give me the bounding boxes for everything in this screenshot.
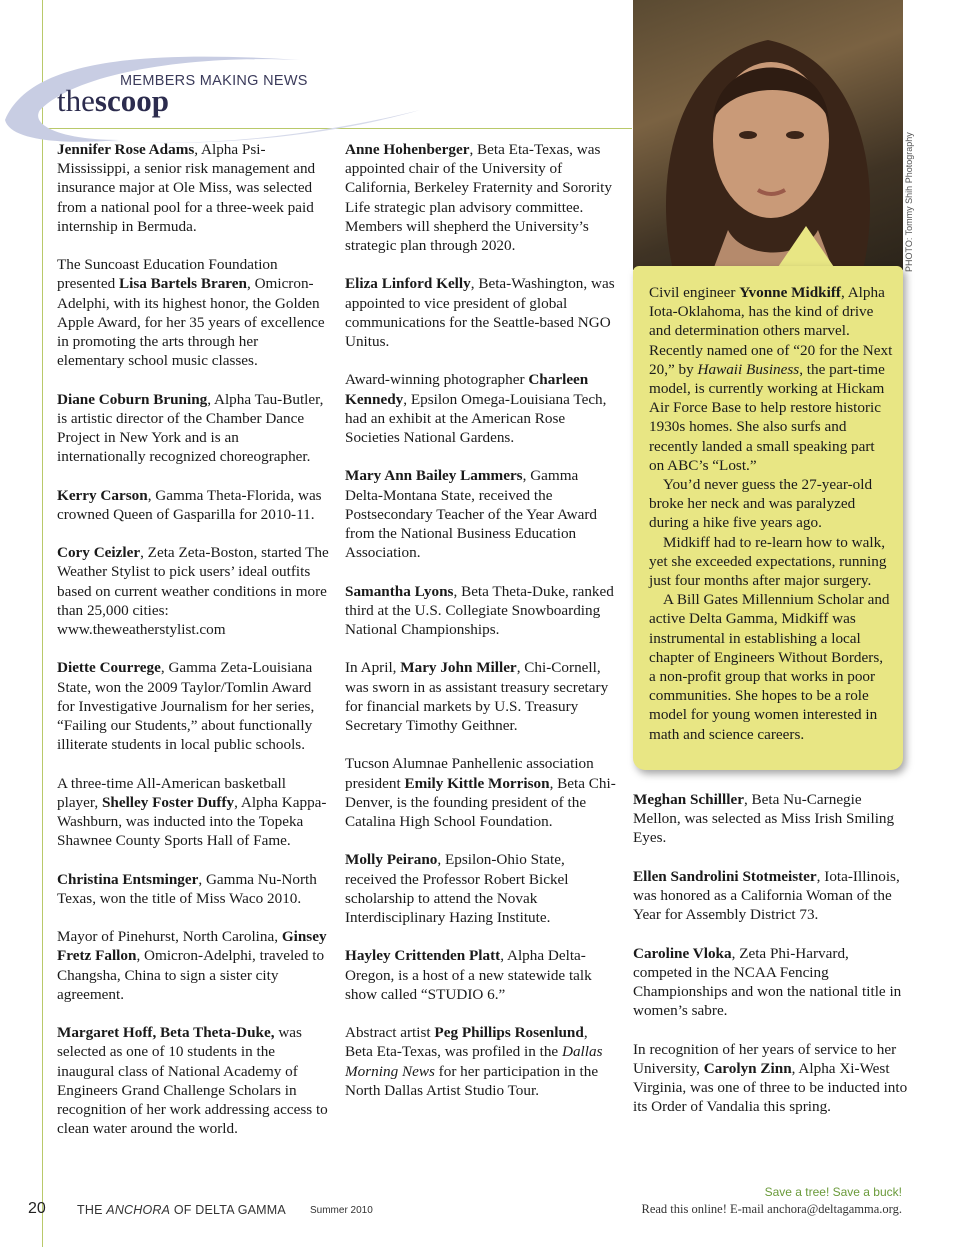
news-item: Diane Coburn Bruning, Alpha Tau-Butler, is artistic director of the Chamber Dance Project in New York and is an internationally recognized choreographer. (57, 390, 324, 466)
news-item: Mary Ann Bailey Lammers, Gamma Delta-Montana State, received the Postsecondary Teacher of the Year Award from the National Business Education Association. (345, 467, 597, 562)
news-item: Jennifer Rose Adams, Alpha Psi-Mississippi, a senior risk management and insurance major at Ole Miss, was selected from a national pool for a three-week paid internship in Bermuda. (57, 141, 316, 235)
photo-credit: PHOTO: Tommy Shih Photography (904, 132, 914, 272)
left-rule (42, 0, 43, 1247)
page-title: thescoop (57, 83, 169, 118)
portrait-image (633, 0, 903, 270)
news-item: Ellen Sandrolini Stotmeister, Iota-Illinois, was honored as a California Woman of the Year for Assembly District 73. (633, 867, 900, 924)
news-item: Margaret Hoff, Beta Theta-Duke, was selected as one of 10 students in the inaugural class of National Academy of Engineers Grand Challenge Scholars in recognition of her work addressing access to clean water around the world. (57, 1024, 328, 1138)
page-number: 20 (28, 1200, 46, 1217)
news-item: Mayor of Pinehurst, North Carolina, Ginsey Fretz Fallon, Omicron-Adelphi, traveled to Changsha, China to sign a sister city agreement. (57, 928, 327, 1003)
issue-date: Summer 2010 (310, 1205, 373, 1216)
news-item: Hayley Crittenden Platt, Alpha Delta-Oregon, is a host of a new statewide talk show called “STUDIO 6.” (345, 947, 592, 1003)
news-column-3 (633, 790, 908, 1136)
news-item: Tucson Alumnae Panhellenic association president Emily Kittle Morrison, Beta Chi-Denver, is the founding president of the Catalina High School Foundation. (345, 755, 616, 831)
publication-name: THE ANCHORA OF DELTA GAMMA (77, 1203, 286, 1217)
news-item: A three-time All-American basketball player, Shelley Foster Duffy, Alpha Kappa-Washburn, was inducted into the Topeka Shawnee County Sports Hall of Fame. (57, 774, 327, 850)
bubble-pointer (776, 226, 836, 270)
news-item: In April, Mary John Miller, Chi-Cornell, was sworn in as assistant treasury secretary for financial markets by U.S. Treasury Secretary Timothy Geithner. (345, 659, 609, 735)
profile-photo (633, 0, 903, 270)
news-column-2 (345, 140, 617, 1119)
feature-callout (633, 266, 903, 770)
feature-text: Civil engineer Yvonne Midkiff, Alpha Iota-Oklahoma, has the kind of drive and determination others marvel. Recently named one of “20 for the Next 20,” by Hawaii Business, the part-time model, is currently working at Hickam Air Force Base to help restore historic 1930s homes. She also surfs and recently landed a small speaking part on ABC’s “Lost.” You’d never guess the 27-year-old broke her neck and was paralyzed during a hike five years ago. Midkiff had to re-learn how to walk, yet she exceeded expectations, running just four months after major surgery. A Bill Gates Millennium Scholar and active Delta Gamma, Midkiff was instrumental in establishing a local chapter of Engineers Without Borders, a non-profit group that works in poor communities. She hopes to be a role model for young women interested in math and science careers. (649, 284, 893, 743)
news-item: Christina Entsminger, Gamma Nu-North Texas, won the title of Miss Waco 2010. (57, 870, 317, 907)
news-item: Abstract artist Peg Phillips Rosenlund, Beta Eta-Texas, was profiled in the Dallas Morning News for her participation in the North Dallas Artist Studio Tour. (345, 1024, 603, 1099)
news-item: Molly Peirano, Epsilon-Ohio State, received the Professor Robert Bickel scholarship to attend the Novak Interdisciplinary Hazing Institute. (345, 851, 569, 927)
news-item: The Suncoast Education Foundation presented Lisa Bartels Braren, Omicron-Adelphi, with its highest honor, the Golden Apple Award, for her 35 years of excellence in promoting the arts through her elementary school music classes. (57, 256, 325, 370)
save-tree-note: Save a tree! Save a buck! (764, 1185, 902, 1199)
news-item: Diette Courrege, Gamma Zeta-Louisiana State, won the 2009 Taylor/Tomlin Award for Investigative Journalism for her series, “Failing our Students,” about functionally illiterate students in local public schools. (57, 659, 315, 754)
section-kicker: MEMBERS MAKING NEWS (120, 73, 308, 89)
news-item: Award-winning photographer Charleen Kennedy, Epsilon Omega-Louisiana Tech, had an exhibit at the American Rose Societies National Gardens. (345, 371, 607, 447)
news-item: Meghan Schilller, Beta Nu-Carnegie Mellon, was selected as Miss Irish Smiling Eyes. (633, 791, 895, 847)
news-item: Caroline Vloka, Zeta Phi-Harvard, competed in the NCAA Fencing Championships and won the national title in women’s sabre. (633, 944, 902, 1020)
news-item: Kerry Carson, Gamma Theta-Florida, was crowned Queen of Gasparilla for 2010-11. (57, 486, 322, 523)
news-item: Samantha Lyons, Beta Theta-Duke, ranked third at the U.S. Collegiate Snowboarding National Championships. (345, 582, 614, 639)
news-item: In recognition of her years of service to her University, Carolyn Zinn, Alpha Xi-West Virginia, was one of three to be inducted into its Order of Vandalia this spring. (633, 1040, 908, 1116)
news-column-1 (57, 140, 329, 1158)
news-item: Eliza Linford Kelly, Beta-Washington, was appointed to vice president of global communications for the Seattle-based NGO Unitus. (345, 275, 615, 351)
read-online-note: Read this online! E-mail anchora@deltagamma.org. (641, 1202, 902, 1216)
news-item: Cory Ceizler, Zeta Zeta-Boston, started The Weather Stylist to pick users’ ideal outfits based on current weather conditions in more than 25,000 cities: www.theweatherstylist.com (57, 544, 329, 639)
news-item: Anne Hohenberger, Beta Eta-Texas, was appointed chair of the University of California, Berkeley Fraternity and Sorority Life strategic plan advisory committee. Members will shepherd the University’s strategic plan through 2020. (345, 141, 612, 255)
